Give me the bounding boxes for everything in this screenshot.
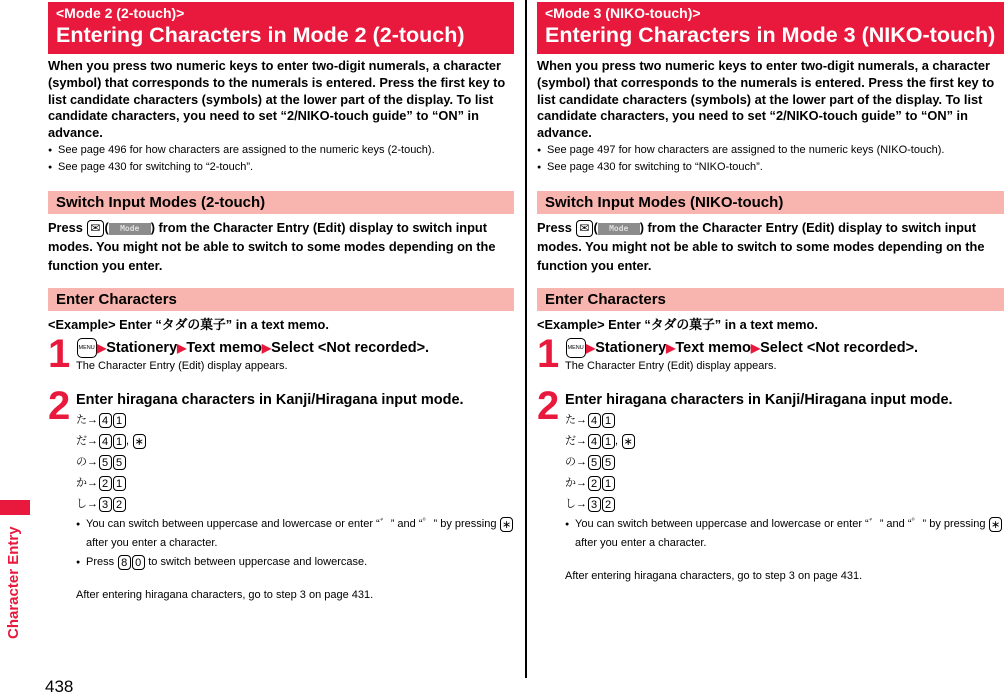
arrow-icon: ▶ — [666, 341, 676, 356]
kana-row: し→ 3 2 — [565, 494, 1004, 515]
example-text: <Example> Enter “タダの菓子” in a text memo. — [48, 317, 329, 333]
key-4-icon: 4 — [588, 434, 601, 449]
step-description: The Character Entry (Edit) display appears. — [565, 360, 777, 373]
section-subtitle: <Mode 2 (2-touch)> — [56, 5, 185, 21]
mail-key-icon: ✉ — [87, 220, 104, 237]
mail-key-icon: ✉ — [576, 220, 593, 237]
side-tab-label: Character Entry — [5, 526, 22, 639]
section-title-bar — [48, 2, 514, 54]
step-number: 2 — [48, 384, 71, 429]
arrow-icon: ▶ — [177, 341, 187, 356]
kana-key-list — [565, 410, 1004, 515]
key-2-icon: 2 — [602, 497, 615, 512]
key-4-icon: 4 — [99, 413, 112, 428]
key-5-icon: 5 — [602, 455, 615, 470]
step-number: 2 — [537, 384, 560, 429]
intro-text: When you press two numeric keys to enter two-digit numerals, a character (symbol) that corresponds to the numerals is entered. Press the first key to list candidate characters (symbols) at the lower part of the display. To list candidate characters, you need to set “2/NIKO-touch guide” to “ON” in advance. — [48, 58, 506, 141]
subsection-heading: Switch Input Modes (NIKO-touch) — [537, 191, 1004, 214]
arrow-icon: ▶ — [750, 341, 761, 356]
kana-row: た→ 4 1 — [565, 410, 1004, 431]
kana-key-list — [76, 410, 514, 515]
step-2 — [48, 384, 514, 605]
column-divider — [525, 0, 527, 678]
kana-row: し→ 3 2 — [76, 494, 514, 515]
step-description: The Character Entry (Edit) display appears. — [76, 360, 288, 373]
subsection-heading: Enter Characters — [537, 288, 1004, 311]
example-text: <Example> Enter “タダの菓子” in a text memo. — [537, 317, 818, 333]
bullet-item: ● See page 496 for how characters are assigned to the numeric keys (2-touch). — [48, 142, 514, 160]
kana-row: か→ 2 1 — [565, 473, 1004, 494]
star-key-icon: ∗ — [134, 435, 144, 448]
arrow-icon: ▶ — [261, 341, 272, 356]
step-title: Enter hiragana characters in Kanji/Hiragana input mode. — [76, 392, 464, 409]
note-item: ● You can switch between uppercase and lowercase or enter “゛” and “゜” by pressing ∗ after you enter a character. — [76, 515, 514, 553]
kana-row: の→ 5 5 — [565, 452, 1004, 473]
key-8-icon: 8 — [118, 555, 131, 570]
menu-key-icon: MENU — [566, 338, 586, 358]
key-1-icon: 1 — [602, 476, 615, 491]
side-tab-marker — [0, 500, 30, 515]
key-5-icon: 5 — [588, 455, 601, 470]
section-title: Entering Characters in Mode 2 (2-touch) — [56, 23, 465, 47]
key-1-icon: 1 — [113, 476, 126, 491]
bullet-item: ● See page 430 for switching to “NIKO-touch”. — [537, 159, 1004, 177]
key-0-icon: 0 — [132, 555, 145, 570]
note-item: ● You can switch between uppercase and lowercase or enter “゛” and “゜” by pressing ∗ after you enter a character. — [565, 515, 1004, 553]
right-column — [537, 0, 1004, 586]
section-title-bar — [537, 2, 1004, 54]
step-title: MENU ▶Stationery▶Text memo▶Select <Not recorded>. — [76, 338, 514, 358]
kana-row: だ→ 4 1 , ∗ — [565, 435, 633, 448]
star-key-icon: ∗ — [623, 435, 633, 448]
key-1-icon: 1 — [113, 434, 126, 449]
kana-row: か→ 2 1 — [76, 473, 514, 494]
key-5-icon: 5 — [113, 455, 126, 470]
mode-softkey-icon: Mode — [598, 223, 640, 235]
key-1-icon: 1 — [602, 413, 615, 428]
section-title: Entering Characters in Mode 3 (NIKO-touch) — [545, 23, 996, 47]
note-item: ● Press 8 0 to switch between uppercase and lowercase. — [76, 553, 514, 572]
subsection-heading: Switch Input Modes (2-touch) — [48, 191, 514, 214]
step-1 — [48, 332, 514, 377]
arrow-icon: ▶ — [97, 341, 107, 356]
switch-modes-text: Press ✉ ( Mode ) from the Character Entry (Edit) display to switch input modes. You might not be able to switch to some modes depending on the function you enter. — [537, 219, 985, 274]
section-subtitle: <Mode 3 (NIKO-touch)> — [545, 5, 701, 21]
star-key-icon: ∗ — [502, 518, 512, 531]
after-text: After entering hiragana characters, go to step 3 on page 431. — [565, 570, 863, 583]
key-3-icon: 3 — [99, 497, 112, 512]
menu-key-icon: MENU — [77, 338, 97, 358]
after-text: After entering hiragana characters, go to step 3 on page 431. — [76, 589, 374, 602]
key-2-icon: 2 — [588, 476, 601, 491]
left-column — [48, 0, 514, 605]
step-title: MENU ▶Stationery▶Text memo▶Select <Not recorded>. — [565, 338, 1004, 358]
key-4-icon: 4 — [99, 434, 112, 449]
step-number: 1 — [48, 332, 71, 377]
step-number: 1 — [537, 332, 560, 377]
key-2-icon: 2 — [99, 476, 112, 491]
key-1-icon: 1 — [602, 434, 615, 449]
bullet-item: ● See page 430 for switching to “2-touch”. — [48, 159, 514, 177]
key-4-icon: 4 — [588, 413, 601, 428]
subsection-heading: Enter Characters — [48, 288, 514, 311]
step-2 — [537, 384, 1004, 586]
step-title: Enter hiragana characters in Kanji/Hiragana input mode. — [565, 392, 953, 409]
kana-row: だ→ 4 1 , ∗ — [76, 435, 144, 448]
page-number: 438 — [45, 677, 74, 696]
bullet-item: ● See page 497 for how characters are assigned to the numeric keys (NIKO-touch). — [537, 142, 1004, 160]
key-2-icon: 2 — [113, 497, 126, 512]
key-1-icon: 1 — [113, 413, 126, 428]
switch-modes-text: Press ✉ ( Mode ) from the Character Entry (Edit) display to switch input modes. You might not be able to switch to some modes depending on the function you enter. — [48, 219, 496, 274]
kana-row: た→ 4 1 — [76, 410, 514, 431]
kana-row: の→ 5 5 — [76, 452, 514, 473]
step-1 — [537, 332, 1004, 377]
key-3-icon: 3 — [588, 497, 601, 512]
arrow-icon: ▶ — [586, 341, 596, 356]
key-5-icon: 5 — [99, 455, 112, 470]
star-key-icon: ∗ — [991, 518, 1001, 531]
intro-text: When you press two numeric keys to enter two-digit numerals, a character (symbol) that corresponds to the numerals is entered. Press the first key to list candidate characters (symbols) at the lower part of the display. To list candidate characters, you need to set “2/NIKO-touch guide” to “ON” in advance. — [537, 58, 995, 141]
mode-softkey-icon: Mode — [109, 223, 151, 235]
